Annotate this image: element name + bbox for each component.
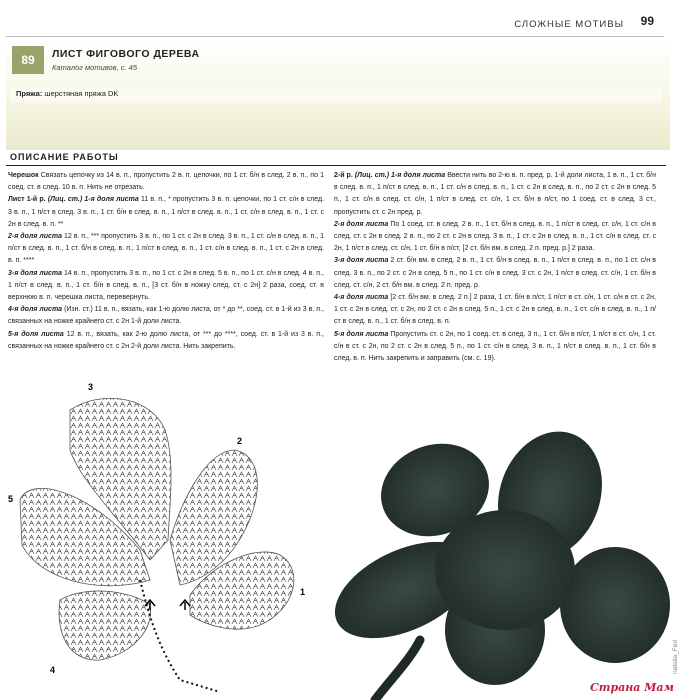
instruction-paragraph: 3-я доля листа 14 в. п., пропустить 3 в. п., по 1 ст. с 2н в след. 5 в. п., по 1 ст. с/н в след. 4 в. п., 1 п/ст в след. в. п., 1 ст. б/н в след. в. п., [3 ст. б/н в ножку след. ст. с 2н] 2 раза, соед. ст. в верхнюю в. п. черешка листа, перевернуть. <box>8 269 324 302</box>
motif-number-badge: 89 <box>12 46 44 74</box>
instruction-paragraph: 4-я доля листа (Изн. ст.) 11 в. п., вязать, как 1-ю долю листа, от * до **, соед. ст. в 1-й из 3 в. п., связанных на ножке крайнего ст. с 2н 1-й доли листа. <box>8 306 324 326</box>
page-number: 99 <box>640 14 654 28</box>
direction-arrow <box>180 600 190 610</box>
instruction-paragraph: Лист 1-й р. (Лиц. ст.) 1-я доля листа 11 в. п., * пропустить 3 в. п. цепочки, по 1 ст. с/н в след. 3 в. п., 1 п/ст в след. 3 в. п., 1 ст. б/н в след. в. п., 1 п/ст в след. в. п., 1 ст. с/н в след. в. п., 1 ст. с 2н в след. в. п. ** <box>8 196 325 228</box>
crochet-chart-diagram <box>0 380 330 700</box>
description-title: ОПИСАНИЕ РАБОТЫ <box>10 152 119 162</box>
instruction-paragraph: 3-я доля листа 2 ст. б/н вм. в след. 2 в. п., 1 ст. б/н в след. в. п., 1 п/ст в след. в. п., по 1 ст. с/н в след. 3 в. п., по 2 ст. с 2н в след. 5 п., по 1 ст. с/н в след. 3 ст. с 2н, 1 п/ст в след. ст. с/н, 1 ст. б/н в след. ст. с/н, 2 ст. б/н вм. в след. 2 п. пред. р. <box>334 257 656 289</box>
instruction-paragraph: Черешок Связать цепочку из 14 в. п., пропустить 2 в. п. цепочки, по 1 ст. б/н в след. 2 в. п., по 1 соед. ст. в след. 10 в. п. Нить не отрезать. <box>8 172 324 192</box>
photo-lobe <box>560 547 670 663</box>
lobe-4 <box>59 591 151 660</box>
yarn-info <box>16 89 118 98</box>
yarn-label: Пряжа: <box>16 89 43 98</box>
photo-center <box>435 510 575 630</box>
section-title: СЛОЖНЫЕ МОТИВЫ <box>514 19 624 30</box>
lobe-label-4: 4 <box>50 665 56 675</box>
lobe-label-2: 2 <box>237 436 243 446</box>
instruction-paragraph: 4-я доля листа [2 ст. б/н вм. в след. 2 п.] 2 раза, 1 ст. б/н в п/ст, 1 п/ст в ст. с/н, 1 ст. с/н в ст. с 2н, 1 ст. с 2н в след. ст. с 2н, по 2 ст. с 2н в след. 5 п., 1 ст. с 2н в след. в. п., 1 ст. с/н в след. в. п., 1 п/ст в след. в. п., 1 ст. б/н в след. в. п. <box>334 294 656 326</box>
instructions-left-column <box>8 170 324 353</box>
photo-stem <box>375 640 420 700</box>
instruction-paragraph: 2-я доля листа 12 в. п., *** пропустить 3 в. п., по 1 ст. с 2н в след. 3 в. п., 1 ст. с/н в след. в. п., 1 п/ст в след. в. п., 1 ст. б/н в след. в. п., 1 п/ст в след. в. п., 1 ст. с/н в след. в. п., 1 ст. с 2н в след. в. п. **** <box>8 233 325 265</box>
yarn-text: шерстяная пряжа DK <box>44 89 119 98</box>
motif-header <box>6 42 670 150</box>
side-watermark: natalia_Fed <box>672 640 679 674</box>
lobe-label-1: 1 <box>300 587 306 597</box>
catalog-reference: Каталог мотивов, с. 45 <box>52 63 138 72</box>
finished-leaf-photo <box>320 420 682 700</box>
instruction-paragraph: 2-я доля листа По 1 соед. ст. в след. 2 в. п., 1 ст. б/н в след. в. п., 1 п/ст в след. ст. с/н, 1 ст. с/н в след. ст. с 2н в след. 2 в. п., по 2 ст. с 2н в след. 3 в. п., 1 ст. с 2н в след. в. п., 1 ст. с/н в след. ст. с 2н, 1 п/ст в след. ст. с/н, 1 ст. б/н в п/ст, [2 ст. б/н вм. в след. 2 п. пред. р.] 2 раза. <box>334 220 656 253</box>
instruction-paragraph: 2-й р. (Лиц. ст.) 1-я доля листа Ввести нить во 2-ю в. п. пред. р. 1-й доли листа, 1 в. п., 1 ст. б/н в след. в. п., 1 п/ст в след. в. п., 1 ст. с/н в след. в. п., 1 ст. с 2н в след. в. п., по 2 ст. с 2н в след. 5 п., 1 ст. с/н в след. ст. с/н, 1 п/ст в след. ст. с/н, 1 ст. б/н в п/ст, по 1 соед. ст. в след. 3 ст., пропустить ст. с 2н пред. р. <box>334 172 656 216</box>
instruction-paragraph: 5-я доля листа Пропустить ст. с 2н, по 1 соед. ст. в след. 3 п., 1 ст. б/н в п/ст, 1 п/ст в ст. с/н, 1 ст. с/н в ст. с 2н, по 2 ст. с 2н в след. 5 п., по 1 ст. с/н в след. 3 в. п., 1 п/ст в след. в. п., 1 ст. б/н в след. в. п. Нить закрепить и заправить (см. с. 19). <box>334 330 656 363</box>
instruction-paragraph: 5-я доля листа 12 в. п., вязать, как 2-ю долю листа, от *** до ****, соед. ст. в 1-й из 3 в. п., связанных на ножке крайнего ст. с 2н 2-й доли листа. Нить закрепить. <box>8 330 324 350</box>
top-divider <box>6 36 664 37</box>
site-watermark: Страна Мам <box>590 681 674 694</box>
lobe-label-5: 5 <box>8 494 14 504</box>
lobe-label-3: 3 <box>88 382 94 392</box>
instructions-right-column <box>334 170 656 365</box>
motif-title: ЛИСТ ФИГОВОГО ДЕРЕВА <box>52 48 200 60</box>
description-divider <box>6 165 666 166</box>
